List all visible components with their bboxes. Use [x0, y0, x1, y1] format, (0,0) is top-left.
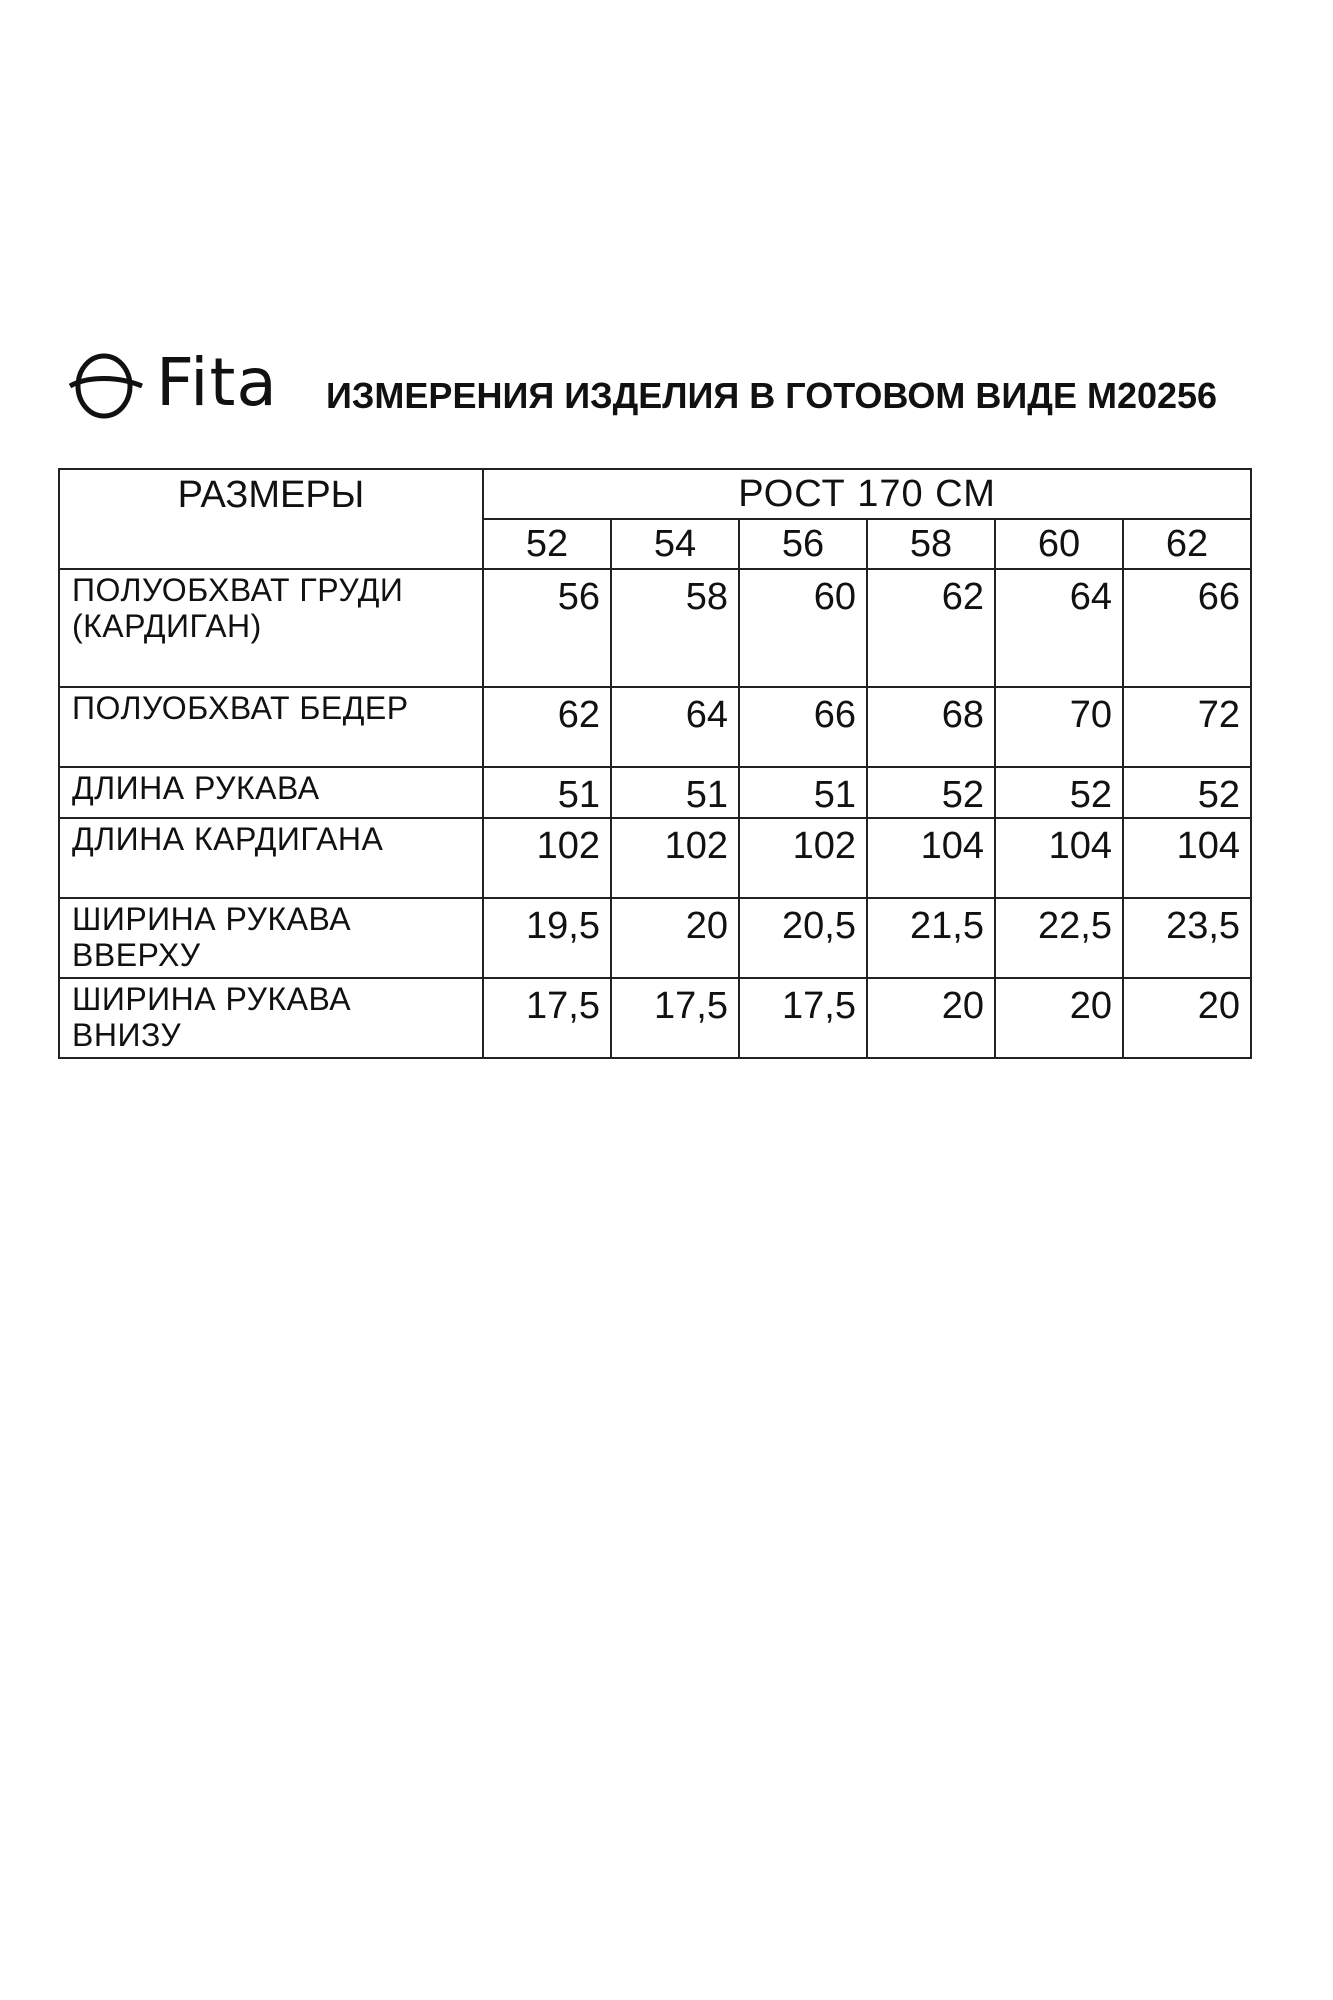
table-row — [59, 767, 1251, 818]
label-line: ШИРИНА РУКАВА — [72, 981, 352, 1017]
measurement-value: 104 — [867, 818, 995, 898]
measurement-value: 20 — [867, 978, 995, 1058]
height-header: РОСТ 170 СМ — [483, 469, 1251, 519]
measurement-value: 64 — [995, 569, 1123, 687]
logo-text: Fita — [156, 344, 278, 421]
table-row — [59, 818, 1251, 898]
size-chart-table — [58, 468, 1252, 1059]
table-header-row — [59, 469, 1251, 519]
measurement-label — [59, 978, 483, 1058]
measurement-value: 62 — [867, 569, 995, 687]
measurement-value: 20,5 — [739, 898, 867, 978]
measurement-value: 60 — [739, 569, 867, 687]
table-row — [59, 569, 1251, 687]
measurement-value: 17,5 — [611, 978, 739, 1058]
measurement-value: 62 — [483, 687, 611, 767]
measurement-value: 51 — [483, 767, 611, 818]
measurement-value: 52 — [995, 767, 1123, 818]
label-line: ВНИЗУ — [72, 1017, 182, 1053]
document-header — [68, 344, 1268, 424]
measurement-value: 20 — [611, 898, 739, 978]
table-row — [59, 898, 1251, 978]
measurement-value: 66 — [739, 687, 867, 767]
measurement-label — [59, 687, 483, 767]
label-line: (КАРДИГАН) — [72, 608, 262, 644]
fita-logo-icon — [68, 346, 144, 422]
measurement-value: 17,5 — [483, 978, 611, 1058]
measurement-label — [59, 898, 483, 978]
size-header-cell: 56 — [739, 519, 867, 569]
label-line: ШИРИНА РУКАВА — [72, 901, 352, 937]
measurement-value: 102 — [483, 818, 611, 898]
measurement-value: 104 — [1123, 818, 1251, 898]
measurement-value: 19,5 — [483, 898, 611, 978]
size-header-cell: 54 — [611, 519, 739, 569]
measurement-value: 102 — [739, 818, 867, 898]
label-line: ДЛИНА РУКАВА — [72, 770, 320, 806]
label-line: ПОЛУОБХВАТ БЕДЕР — [72, 690, 409, 726]
measurement-value: 58 — [611, 569, 739, 687]
measurement-label — [59, 818, 483, 898]
measurement-value: 20 — [1123, 978, 1251, 1058]
measurement-value: 51 — [739, 767, 867, 818]
measurement-value: 72 — [1123, 687, 1251, 767]
page-title: ИЗМЕРЕНИЯ ИЗДЕЛИЯ В ГОТОВОМ ВИДЕ М20256 — [326, 375, 1218, 416]
measurement-value: 70 — [995, 687, 1123, 767]
measurement-value: 66 — [1123, 569, 1251, 687]
measurement-value: 52 — [867, 767, 995, 818]
size-header-cell: 52 — [483, 519, 611, 569]
measurement-label — [59, 767, 483, 818]
measurement-value: 23,5 — [1123, 898, 1251, 978]
size-header-cell: 58 — [867, 519, 995, 569]
table-row — [59, 687, 1251, 767]
table-row — [59, 978, 1251, 1058]
label-line: ПОЛУОБХВАТ ГРУДИ — [72, 572, 404, 608]
measurement-value: 68 — [867, 687, 995, 767]
measurement-value: 17,5 — [739, 978, 867, 1058]
sizes-header: РАЗМЕРЫ — [59, 469, 483, 569]
size-header-cell: 60 — [995, 519, 1123, 569]
measurement-value: 22,5 — [995, 898, 1123, 978]
size-header-cell: 62 — [1123, 519, 1251, 569]
measurement-label — [59, 569, 483, 687]
measurement-value: 52 — [1123, 767, 1251, 818]
measurement-value: 102 — [611, 818, 739, 898]
measurement-value: 20 — [995, 978, 1123, 1058]
measurement-value: 51 — [611, 767, 739, 818]
measurement-value: 56 — [483, 569, 611, 687]
measurement-value: 64 — [611, 687, 739, 767]
measurement-value: 21,5 — [867, 898, 995, 978]
label-line: ВВЕРХУ — [72, 937, 201, 973]
measurement-value: 104 — [995, 818, 1123, 898]
label-line: ДЛИНА КАРДИГАНА — [72, 821, 384, 857]
